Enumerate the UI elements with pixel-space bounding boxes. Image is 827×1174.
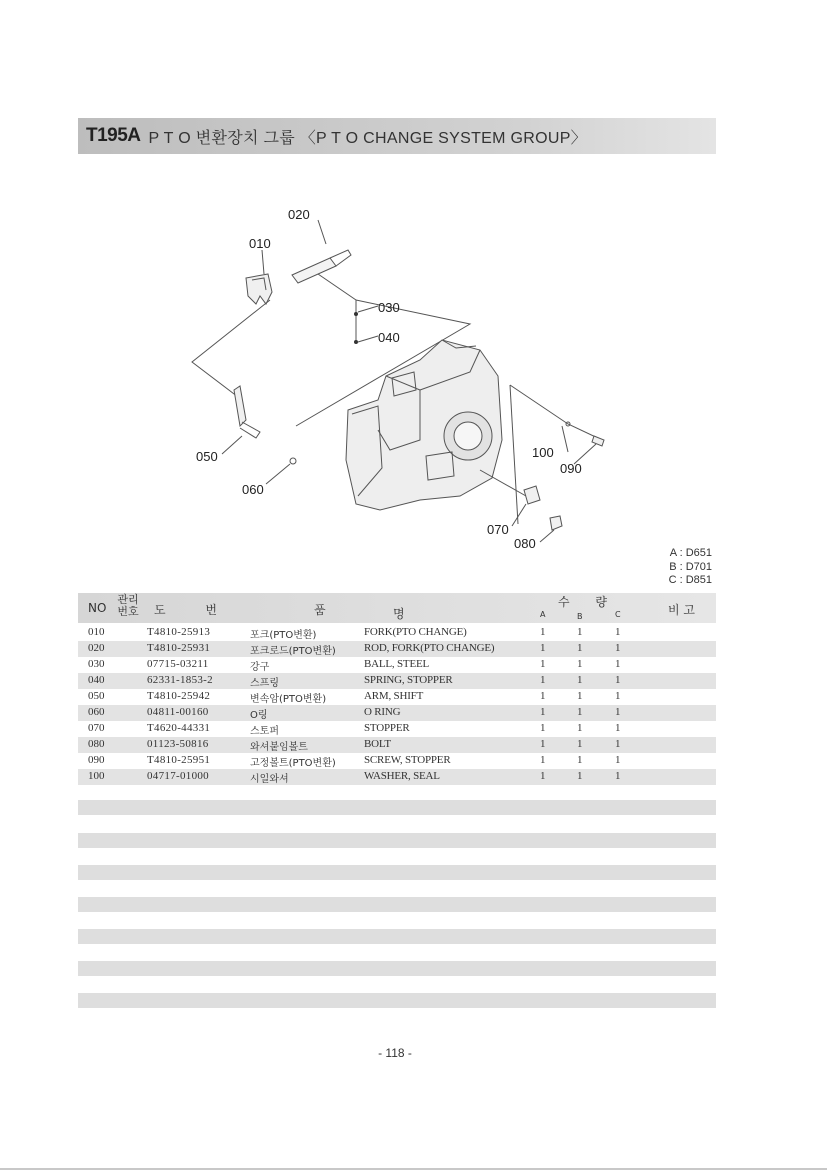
cell-qty-a: 1 [540,626,546,638]
page-title-bar [78,118,716,154]
cell-name-kr: 변속암(PTO변환) [250,694,327,705]
cell-qty-c: 1 [615,770,621,782]
header-qty-b: B [577,612,583,621]
cell-no: 100 [88,770,105,782]
cell-part-number: 04811-00160 [147,706,209,718]
cell-no: 090 [88,754,105,766]
cell-qty-a: 1 [540,706,546,718]
cell-name-en: BOLT [364,738,391,750]
model-legend [640,547,712,588]
legend-item-a: A : D651 [669,547,712,559]
table-row [78,769,716,785]
empty-row-stripe [78,833,716,848]
cell-part-number: 62331-1853-2 [147,674,213,686]
cell-qty-c: 1 [615,738,621,750]
header-name-kr: 품 [314,603,326,617]
legend-item-b: B : D701 [669,560,712,573]
header-qty: 수 량 [558,595,607,609]
cell-name-kr: O링 [250,710,268,721]
cell-part-number: T4810-25942 [147,690,211,702]
cell-name-kr: 강구 [250,662,270,673]
callout-100: 100 [532,445,554,460]
cell-qty-a: 1 [540,658,546,670]
empty-row-stripe [78,961,716,976]
table-row [78,721,716,737]
cell-name-kr: 시일와셔 [250,774,289,785]
cell-name-en: ROD, FORK(PTO CHANGE) [364,642,495,654]
cell-part-number: 07715-03211 [147,658,209,670]
callout-020: 020 [288,207,310,222]
cell-part-number: T4620-44331 [147,722,211,734]
cell-name-en: O RING [364,706,401,718]
cell-qty-c: 1 [615,642,621,654]
cell-name-kr: 스토퍼 [250,726,279,737]
cell-name-kr: 고정볼트(PTO변환) [250,758,336,769]
table-row [78,737,716,753]
cell-qty-b: 1 [577,626,583,638]
cell-qty-a: 1 [540,738,546,750]
empty-row-stripe [78,993,716,1008]
cell-no: 070 [88,722,105,734]
page-number: - 118 - [378,1046,412,1060]
cell-qty-b: 1 [577,658,583,670]
legend-item-c: C : D851 [668,574,712,586]
cell-qty-c: 1 [615,674,621,686]
page-title: P T O 변환장치 그룹 〈P T O CHANGE SYSTEM GROUP〉 [148,129,587,147]
header-qty-a: A [540,610,546,619]
cell-name-kr: 스프링 [250,678,279,689]
header-drawing-no: 도 번 [154,603,217,617]
cell-qty-a: 1 [540,722,546,734]
group-code: T195A [86,125,141,146]
cell-no: 050 [88,690,105,702]
cell-qty-b: 1 [577,706,583,718]
empty-row-stripe [78,865,716,880]
header-name: 명 [393,607,405,621]
parts-table-header [78,593,716,623]
cell-no: 030 [88,658,105,670]
cell-qty-c: 1 [615,658,621,670]
parts-table-body [78,625,716,785]
cell-part-number: T4810-25931 [147,642,211,654]
cell-name-en: SCREW, STOPPER [364,754,451,766]
cell-name-en: FORK(PTO CHANGE) [364,626,467,638]
cell-name-en: STOPPER [364,722,410,734]
cell-qty-b: 1 [577,690,583,702]
table-row [78,673,716,689]
callout-070: 070 [487,522,509,537]
header-note: 비 고 [668,603,695,617]
cell-qty-a: 1 [540,642,546,654]
cell-no: 080 [88,738,105,750]
empty-row-stripe [78,929,716,944]
callout-030: 030 [378,300,400,315]
cell-qty-c: 1 [615,754,621,766]
table-row [78,753,716,769]
cell-part-number: T4810-25913 [147,626,211,638]
cell-qty-c: 1 [615,626,621,638]
cell-name-kr: 와셔붙임볼트 [250,742,308,753]
cell-qty-a: 1 [540,770,546,782]
cell-qty-b: 1 [577,642,583,654]
cell-no: 020 [88,642,105,654]
cell-qty-b: 1 [577,738,583,750]
exploded-parts-diagram [180,200,620,560]
callout-060: 060 [242,482,264,497]
callout-080: 080 [514,536,536,551]
cell-part-number: T4810-25951 [147,754,211,766]
callout-010: 010 [249,236,271,251]
callout-040: 040 [378,330,400,345]
table-row [78,625,716,641]
header-qty-c: C [615,610,621,619]
cell-name-en: BALL, STEEL [364,658,430,670]
empty-row-stripe [78,897,716,912]
cell-name-en: SPRING, STOPPER [364,674,453,686]
cell-qty-b: 1 [577,722,583,734]
table-row [78,689,716,705]
empty-row-stripe [78,800,716,815]
cell-name-kr: 포크로드(PTO변환) [250,646,336,657]
cell-qty-b: 1 [577,770,583,782]
header-mgmt-no: 관리 번호 [117,593,139,618]
table-row [78,657,716,673]
scan-edge [0,1168,827,1170]
cell-no: 010 [88,626,105,638]
cell-no: 060 [88,706,105,718]
cell-qty-a: 1 [540,754,546,766]
callout-050: 050 [196,449,218,464]
cell-name-en: ARM, SHIFT [364,690,424,702]
cell-qty-b: 1 [577,674,583,686]
callout-090: 090 [560,461,582,476]
cell-qty-c: 1 [615,722,621,734]
cell-qty-c: 1 [615,690,621,702]
cell-name-kr: 포크(PTO변환) [250,630,317,641]
cell-qty-a: 1 [540,674,546,686]
cell-no: 040 [88,674,105,686]
table-row [78,705,716,721]
table-row [78,641,716,657]
cell-qty-c: 1 [615,706,621,718]
cell-part-number: 04717-01000 [147,770,209,782]
cell-qty-a: 1 [540,690,546,702]
cell-name-en: WASHER, SEAL [364,770,440,782]
cell-qty-b: 1 [577,754,583,766]
cell-part-number: 01123-50816 [147,738,209,750]
header-no: NO [88,601,107,615]
